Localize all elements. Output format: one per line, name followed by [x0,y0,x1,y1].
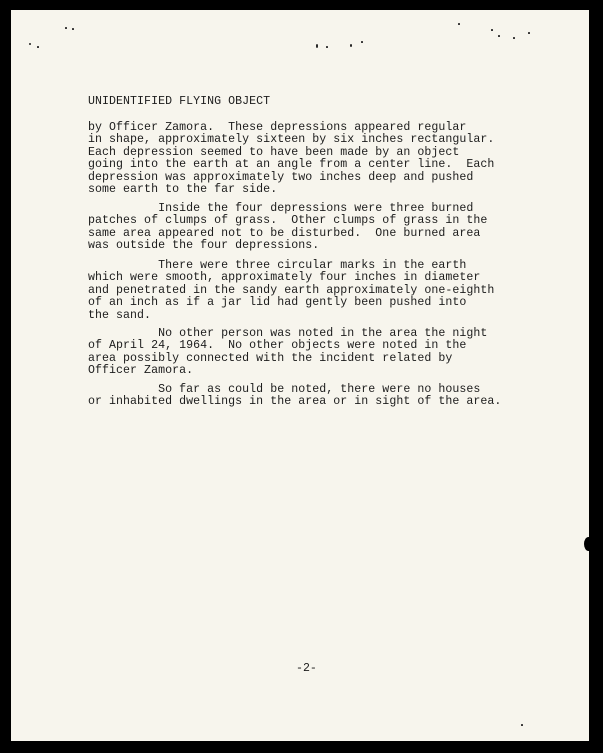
page-number: -2- [296,662,317,675]
paragraph-circular-marks: There were three circular marks in the earth which were smooth, approximately four inches in diameter and penetrated in the sandy earth approximately one-eighth of an inch as if a jar lid had gently been pushed into the sand. [88,259,495,322]
scan-speck [316,44,318,48]
scan-speck [72,28,74,30]
document-page [11,10,589,741]
paragraph-burned-patches: Inside the four depressions were three burned patches of clumps of grass. Other clumps of grass in the same area appeared not to be disturbed. One burned area was outside the four depressions. [88,202,488,253]
paragraph-no-dwellings: So far as could be noted, there were no houses or inhabited dwellings in the area or in sight of the area. [88,383,502,409]
scan-speck [326,46,328,48]
scan-speck [361,41,363,43]
paragraph-depressions: by Officer Zamora. These depressions appeared regular in shape, approximately sixteen by six inches rectangular. Each depression seemed to have been made by an object going into the earth at an angle from a center line. Each depression was approximately two inches deep and pushed some earth to the far side. [88,121,495,197]
scan-speck [65,27,67,29]
scan-speck [37,46,39,48]
document-heading: UNIDENTIFIED FLYING OBJECT [88,95,271,108]
scan-speck [498,35,500,37]
scan-edge-mark [584,537,589,551]
scan-speck [528,32,530,34]
scan-speck [521,724,523,726]
scan-speck [491,29,493,31]
scan-speck [458,23,460,25]
paragraph-no-other-person: No other person was noted in the area the night of April 24, 1964. No other objects were noted in the area possibly connected with the incident related by Officer Zamora. [88,327,488,378]
scan-speck [29,43,31,45]
scan-speck [350,44,352,47]
scan-speck [513,37,515,39]
